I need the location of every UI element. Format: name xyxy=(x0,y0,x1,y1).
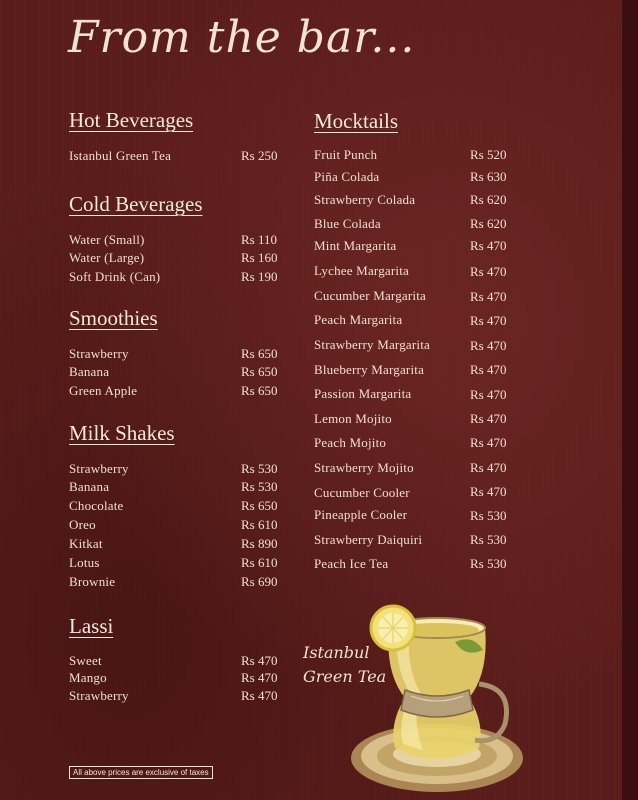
featured-drink-line2: Green Tea xyxy=(303,667,387,686)
page-edge xyxy=(622,0,638,800)
menu-item-name: Passion Margarita xyxy=(314,386,412,401)
page-title: From the bar... xyxy=(68,12,416,63)
cold-beverages-heading: Cold Beverages xyxy=(69,192,203,216)
menu-item-price: Rs 630 xyxy=(470,169,507,184)
menu-item-name: Strawberry Daiquiri xyxy=(314,532,423,547)
menu-item-price: Rs 530 xyxy=(470,556,507,571)
menu-item-name: Lotus xyxy=(69,555,100,570)
menu-item-price: Rs 530 xyxy=(470,508,507,523)
menu-item-name: Kitkat xyxy=(69,536,103,551)
menu-item-name: Water (Large) xyxy=(69,250,145,265)
menu-item-price: Rs 470 xyxy=(470,387,507,402)
menu-item-name: Piña Colada xyxy=(314,169,380,184)
menu-item-name: Green Apple xyxy=(69,383,138,398)
hot-beverages-heading: Hot Beverages xyxy=(69,108,194,132)
menu-item-name: Soft Drink (Can) xyxy=(69,269,161,284)
menu-item-price: Rs 650 xyxy=(241,498,278,513)
menu-item-name: Banana xyxy=(69,479,110,494)
menu-item-price: Rs 620 xyxy=(470,192,507,207)
menu-item-name: Mango xyxy=(69,670,107,685)
menu-item-name: Blue Colada xyxy=(314,216,381,231)
menu-item-name: Peach Mojito xyxy=(314,435,387,450)
mocktails-heading: Mocktails xyxy=(314,109,398,133)
menu-item-name: Peach Margarita xyxy=(314,312,403,327)
menu-item-name: Strawberry xyxy=(69,688,129,703)
menu-item-price: Rs 650 xyxy=(241,346,278,361)
menu-item-price: Rs 470 xyxy=(470,460,507,475)
menu-item-price: Rs 470 xyxy=(470,411,507,426)
menu-item-name: Strawberry xyxy=(69,346,129,361)
tea-glass-icon xyxy=(345,598,525,798)
menu-item-price: Rs 650 xyxy=(241,383,278,398)
menu-item-price: Rs 470 xyxy=(241,688,278,703)
menu-item-price: Rs 250 xyxy=(241,148,278,163)
menu-item-price: Rs 890 xyxy=(241,536,278,551)
menu-item-price: Rs 470 xyxy=(241,653,278,668)
menu-item-price: Rs 160 xyxy=(241,250,278,265)
menu-item-price: Rs 690 xyxy=(241,574,278,589)
menu-item-price: Rs 470 xyxy=(470,264,507,279)
menu-item-name: Blueberry Margarita xyxy=(314,362,425,377)
menu-item-name: Oreo xyxy=(69,517,96,532)
menu-item-price: Rs 610 xyxy=(241,555,278,570)
menu-item-name: Fruit Punch xyxy=(314,147,378,162)
menu-item-price: Rs 610 xyxy=(241,517,278,532)
menu-item-name: Brownie xyxy=(69,574,116,589)
menu-item-price: Rs 110 xyxy=(241,232,277,247)
tax-footnote: All above prices are exclusive of taxes xyxy=(69,766,213,779)
lassi-heading: Lassi xyxy=(69,614,114,638)
menu-item-name: Strawberry Colada xyxy=(314,192,416,207)
menu-item-price: Rs 470 xyxy=(470,338,507,353)
menu-item-name: Cucumber Margarita xyxy=(314,288,427,303)
menu-item-price: Rs 530 xyxy=(470,532,507,547)
menu-item-price: Rs 530 xyxy=(241,461,278,476)
menu-item-name: Banana xyxy=(69,364,110,379)
menu-item-price: Rs 190 xyxy=(241,269,278,284)
menu-item-name: Peach Ice Tea xyxy=(314,556,389,571)
milk-shakes-heading: Milk Shakes xyxy=(69,421,175,445)
menu-item-name: Sweet xyxy=(69,653,102,668)
menu-item-price: Rs 530 xyxy=(241,479,278,494)
menu-item-price: Rs 470 xyxy=(470,435,507,450)
menu-item-name: Lychee Margarita xyxy=(314,263,409,278)
menu-item-price: Rs 470 xyxy=(470,484,507,499)
smoothies-heading: Smoothies xyxy=(69,306,158,330)
menu-item-name: Lemon Mojito xyxy=(314,411,392,426)
menu-item-price: Rs 520 xyxy=(470,147,507,162)
menu-item-price: Rs 650 xyxy=(241,364,278,379)
menu-item-name: Istanbul Green Tea xyxy=(69,148,172,163)
menu-item-price: Rs 470 xyxy=(241,670,278,685)
menu-item-name: Strawberry Margarita xyxy=(314,337,431,352)
menu-item-name: Cucumber Cooler xyxy=(314,485,410,500)
menu-item-price: Rs 470 xyxy=(470,313,507,328)
menu-item-name: Chocolate xyxy=(69,498,124,513)
menu-item-name: Strawberry xyxy=(69,461,129,476)
menu-item-name: Strawberry Mojito xyxy=(314,460,414,475)
menu-item-price: Rs 620 xyxy=(470,216,507,231)
menu-item-name: Mint Margarita xyxy=(314,238,397,253)
menu-item-name: Water (Small) xyxy=(69,232,145,247)
menu-item-price: Rs 470 xyxy=(470,238,507,253)
featured-drink-line1: Istanbul xyxy=(303,643,370,662)
menu-item-price: Rs 470 xyxy=(470,289,507,304)
menu-item-price: Rs 470 xyxy=(470,362,507,377)
menu-item-name: Pineapple Cooler xyxy=(314,507,408,522)
